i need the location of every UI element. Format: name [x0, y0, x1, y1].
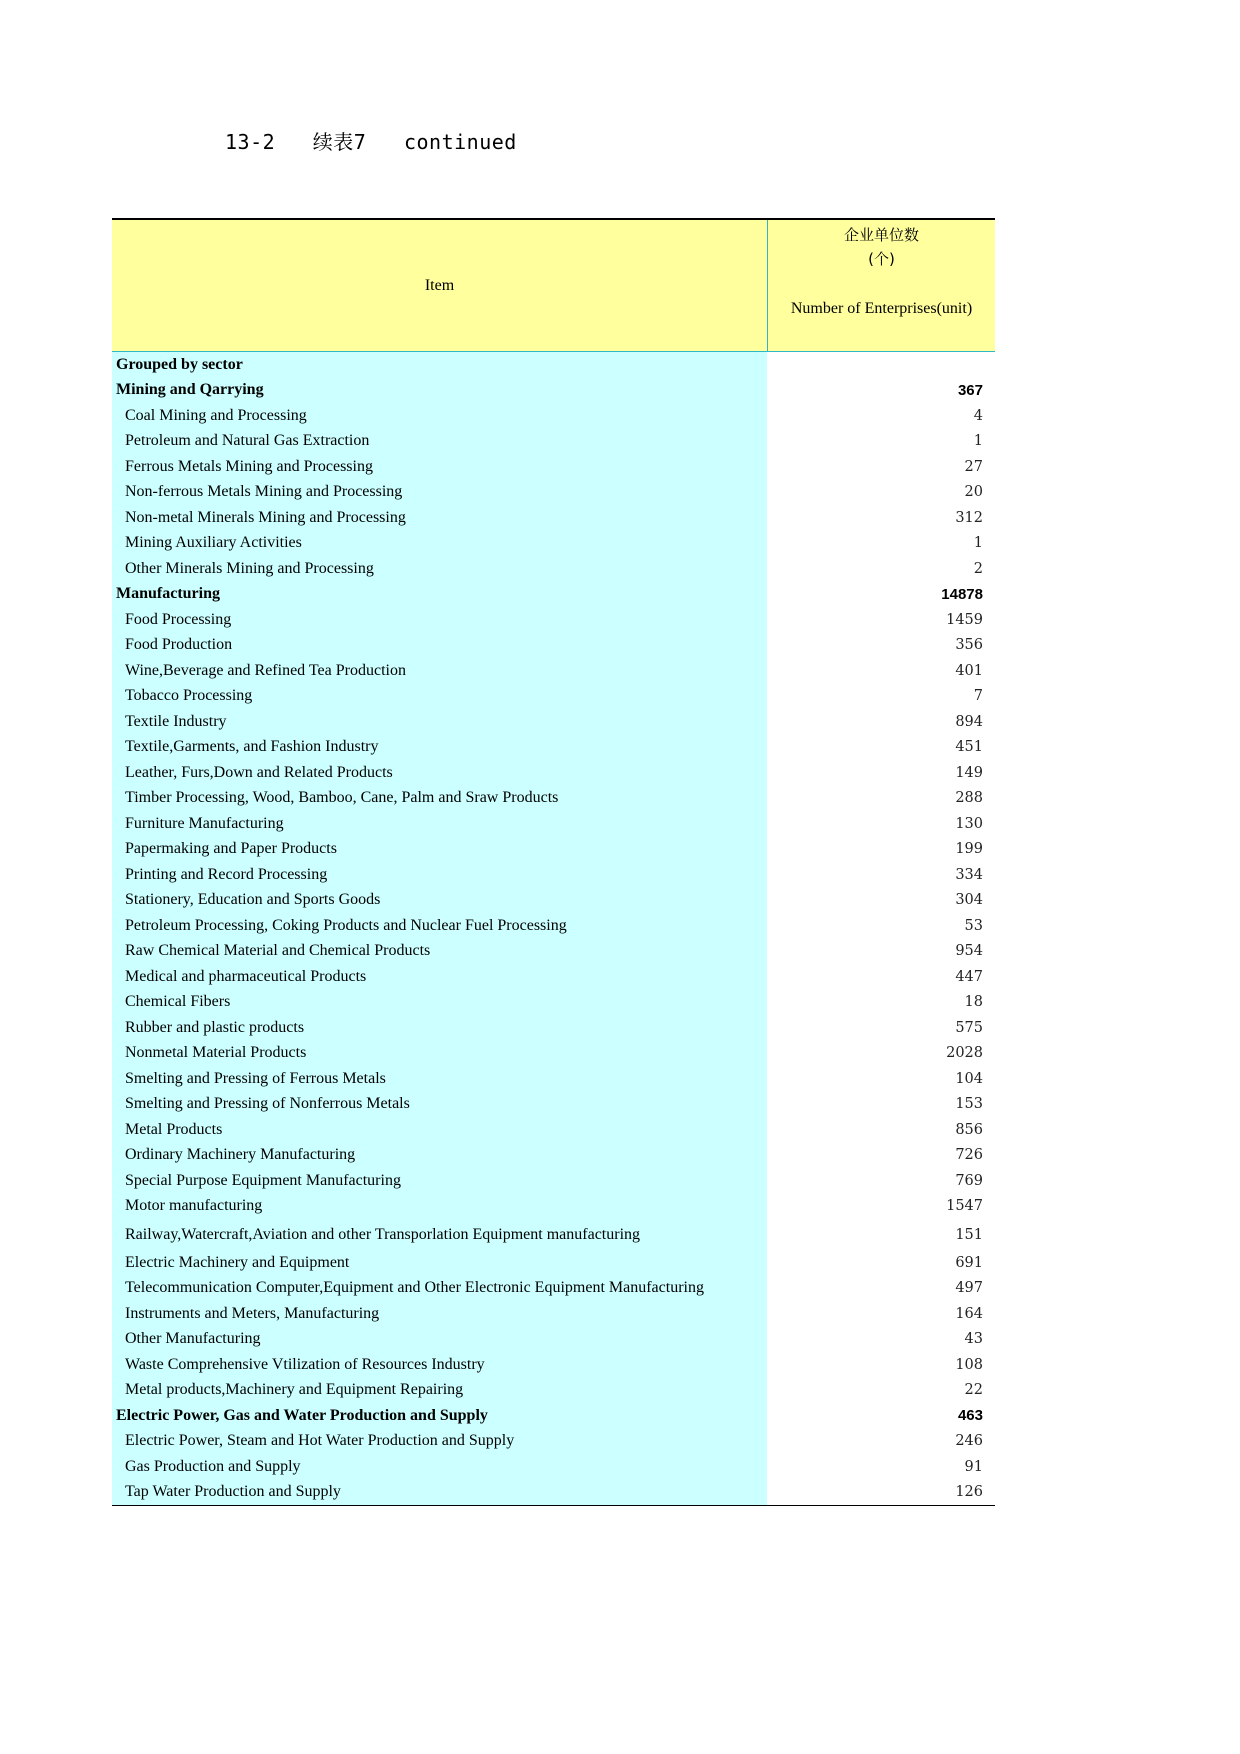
row-label: Electric Power, Steam and Hot Water Production and Supply — [112, 1429, 767, 1455]
table-row — [112, 1327, 995, 1353]
row-value: 451 — [767, 735, 995, 761]
table-row — [112, 939, 995, 965]
row-label: Papermaking and Paper Products — [112, 837, 767, 863]
row-value: 7 — [767, 684, 995, 710]
row-label: Raw Chemical Material and Chemical Products — [112, 939, 767, 965]
table-row — [112, 964, 995, 990]
row-value: 149 — [767, 760, 995, 786]
table-row — [112, 1015, 995, 1041]
row-value — [767, 352, 995, 378]
table-row — [112, 582, 995, 608]
row-value: 43 — [767, 1327, 995, 1353]
table-row — [112, 1041, 995, 1067]
table-row — [112, 556, 995, 582]
header-value-en: Number of Enterprises(unit) — [790, 300, 973, 317]
row-label: Waste Comprehensive Vtilization of Resources Industry — [112, 1352, 767, 1378]
row-value: 1547 — [767, 1194, 995, 1220]
table-row — [112, 1403, 995, 1429]
table-row — [112, 1301, 995, 1327]
header-value-unit: (个) — [868, 250, 895, 268]
table-row — [112, 531, 995, 557]
row-label: Manufacturing — [112, 582, 767, 608]
table-row — [112, 990, 995, 1016]
header-value — [768, 220, 995, 351]
row-value: 463 — [767, 1403, 995, 1429]
row-value: 4 — [767, 403, 995, 429]
row-value: 312 — [767, 505, 995, 531]
row-label: Smelting and Pressing of Nonferrous Metals — [112, 1092, 767, 1118]
row-value: 20 — [767, 480, 995, 506]
row-label: Food Production — [112, 633, 767, 659]
table-row — [112, 1480, 995, 1506]
row-label: Wine,Beverage and Refined Tea Production — [112, 658, 767, 684]
row-label: Petroleum and Natural Gas Extraction — [112, 429, 767, 455]
data-table — [112, 218, 995, 1506]
row-value: 91 — [767, 1454, 995, 1480]
table-row — [112, 352, 995, 378]
row-label: Ordinary Machinery Manufacturing — [112, 1143, 767, 1169]
row-label: Timber Processing, Wood, Bamboo, Cane, Palm and Sraw Products — [112, 786, 767, 812]
row-value: 2028 — [767, 1041, 995, 1067]
table-row — [112, 378, 995, 404]
row-label: Food Processing — [112, 607, 767, 633]
row-label: Grouped by sector — [112, 352, 767, 378]
table-row — [112, 658, 995, 684]
table-row — [112, 1168, 995, 1194]
row-value: 894 — [767, 709, 995, 735]
row-label: Coal Mining and Processing — [112, 403, 767, 429]
row-label: Non-metal Minerals Mining and Processing — [112, 505, 767, 531]
row-value: 1 — [767, 531, 995, 557]
row-label: Instruments and Meters, Manufacturing — [112, 1301, 767, 1327]
row-label: Non-ferrous Metals Mining and Processing — [112, 480, 767, 506]
row-value: 334 — [767, 862, 995, 888]
table-row — [112, 811, 995, 837]
table-row — [112, 403, 995, 429]
row-value: 356 — [767, 633, 995, 659]
header-value-cn: 企业单位数 — [843, 226, 919, 244]
row-value: 27 — [767, 454, 995, 480]
row-label: Nonmetal Material Products — [112, 1041, 767, 1067]
table-row — [112, 1454, 995, 1480]
table-row — [112, 735, 995, 761]
row-label: Ferrous Metals Mining and Processing — [112, 454, 767, 480]
row-value: 288 — [767, 786, 995, 812]
row-value: 691 — [767, 1250, 995, 1276]
row-label: Gas Production and Supply — [112, 1454, 767, 1480]
table-row — [112, 607, 995, 633]
row-value: 726 — [767, 1143, 995, 1169]
row-label: Petroleum Processing, Coking Products and Nuclear Fuel Processing — [112, 913, 767, 939]
row-value: 22 — [767, 1378, 995, 1404]
row-label: Railway,Watercraft,Aviation and other Transporlation Equipment manufacturing — [112, 1219, 767, 1250]
row-value: 2 — [767, 556, 995, 582]
row-value: 246 — [767, 1429, 995, 1455]
row-value: 18 — [767, 990, 995, 1016]
row-value: 164 — [767, 1301, 995, 1327]
row-label: Textile,Garments, and Fashion Industry — [112, 735, 767, 761]
row-value: 130 — [767, 811, 995, 837]
row-value: 53 — [767, 913, 995, 939]
table-row — [112, 480, 995, 506]
row-value: 856 — [767, 1117, 995, 1143]
row-label: Tobacco Processing — [112, 684, 767, 710]
table-row — [112, 1276, 995, 1302]
table-row — [112, 1378, 995, 1404]
row-label: Metal products,Machinery and Equipment Repairing — [112, 1378, 767, 1404]
row-value: 151 — [767, 1219, 995, 1250]
table-row — [112, 684, 995, 710]
row-label: Smelting and Pressing of Ferrous Metals — [112, 1066, 767, 1092]
row-label: Other Minerals Mining and Processing — [112, 556, 767, 582]
row-label: Furniture Manufacturing — [112, 811, 767, 837]
row-label: Electric Power, Gas and Water Production and Supply — [112, 1403, 767, 1429]
row-label: Leather, Furs,Down and Related Products — [112, 760, 767, 786]
table-row — [112, 913, 995, 939]
table-row — [112, 1352, 995, 1378]
table-row — [112, 1066, 995, 1092]
row-label: Rubber and plastic products — [112, 1015, 767, 1041]
table-row — [112, 1429, 995, 1455]
row-label: Mining Auxiliary Activities — [112, 531, 767, 557]
row-value: 769 — [767, 1168, 995, 1194]
row-value: 1 — [767, 429, 995, 455]
row-label: Other Manufacturing — [112, 1327, 767, 1353]
row-value: 199 — [767, 837, 995, 863]
table-row — [112, 429, 995, 455]
row-value: 954 — [767, 939, 995, 965]
row-value: 447 — [767, 964, 995, 990]
table-row — [112, 505, 995, 531]
row-value: 575 — [767, 1015, 995, 1041]
row-value: 367 — [767, 378, 995, 404]
row-value: 304 — [767, 888, 995, 914]
table-row — [112, 633, 995, 659]
row-label: Printing and Record Processing — [112, 862, 767, 888]
table-row — [112, 1117, 995, 1143]
row-label: Stationery, Education and Sports Goods — [112, 888, 767, 914]
header-item: Item — [112, 220, 768, 351]
row-value: 153 — [767, 1092, 995, 1118]
table-row — [112, 454, 995, 480]
row-value: 14878 — [767, 582, 995, 608]
row-label: Medical and pharmaceutical Products — [112, 964, 767, 990]
table-row — [112, 786, 995, 812]
row-value: 401 — [767, 658, 995, 684]
row-value: 108 — [767, 1352, 995, 1378]
table-row — [112, 709, 995, 735]
table-row — [112, 837, 995, 863]
row-value: 104 — [767, 1066, 995, 1092]
table-row — [112, 862, 995, 888]
table-row — [112, 760, 995, 786]
row-label: Mining and Qarrying — [112, 378, 767, 404]
row-label: Electric Machinery and Equipment — [112, 1250, 767, 1276]
table-header — [112, 220, 995, 352]
table-row — [112, 1219, 995, 1250]
row-value: 497 — [767, 1276, 995, 1302]
row-label: Telecommunication Computer,Equipment and Other Electronic Equipment Manufacturing — [112, 1276, 767, 1302]
row-label: Motor manufacturing — [112, 1194, 767, 1220]
row-label: Chemical Fibers — [112, 990, 767, 1016]
table-body — [112, 352, 995, 1505]
row-value: 126 — [767, 1480, 995, 1506]
row-label: Tap Water Production and Supply — [112, 1480, 767, 1506]
table-row — [112, 1250, 995, 1276]
row-value: 1459 — [767, 607, 995, 633]
table-row — [112, 888, 995, 914]
row-label: Metal Products — [112, 1117, 767, 1143]
table-row — [112, 1092, 995, 1118]
table-row — [112, 1194, 995, 1220]
table-row — [112, 1143, 995, 1169]
row-label: Textile Industry — [112, 709, 767, 735]
table-title: 13-2 续表7 continued — [225, 130, 517, 154]
row-label: Special Purpose Equipment Manufacturing — [112, 1168, 767, 1194]
